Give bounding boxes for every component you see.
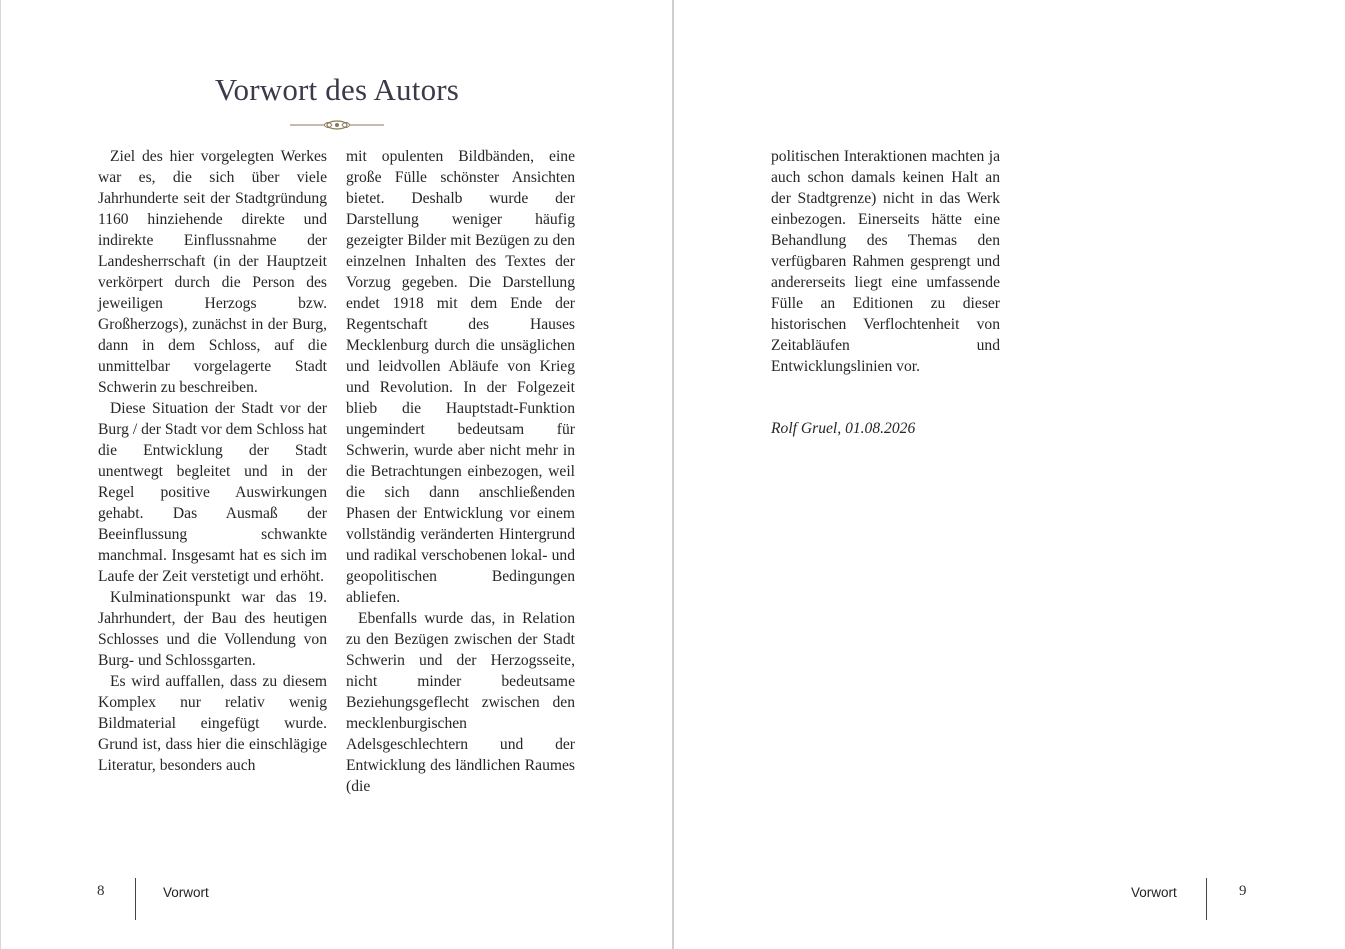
chapter-title: Vorwort des Autors — [214, 72, 460, 107]
paragraph: politischen Interaktionen machten ja auch schon damals keinen Halt an der Stadtgrenze) nicht in das Werk einbezogen. Einerseits hätte eine Behandlung des Themas den verfügbaren Rahmen gesprengt und andererseits liegt eine umfassende Fülle an Editionen zu dieser historischen Verflochtenheit von Zeitabläufen und Entwicklungslinien vor. — [771, 148, 1000, 375]
text-column-2 — [346, 146, 575, 797]
paragraph: Diese Situation der Stadt vor der Burg / der Stadt vor dem Schloss hat die Entwicklung der Stadt unentwegt begleitet und in der Regel positive Auswirkungen gehabt. Das Ausmaß der Beeinflussung schwankte manchmal. Insgesamt hat es sich im Laufe der Zeit verstetigt und erhöht. — [98, 400, 327, 585]
author-signature: Rolf Gruel, 01.08.2026 — [771, 420, 916, 437]
paragraph: Ebenfalls wurde das, in Relation zu den Bezügen zwischen der Stadt Schwerin und der Herzogsseite, nicht minder bedeutsame Beziehungsgeflecht zwischen den mecklenburgischen Adelsgeschlechtern und der Entwicklung des ländlichen Raumes (die — [346, 610, 575, 795]
paragraph: Ziel des hier vorgelegten Werkes war es, die sich über viele Jahrhunderte seit der Stadtgründung 1160 hinziehende direkte und indirekte Einflussnahme der Landesherrschaft (in der Hauptzeit verkörpert durch die Person des jeweiligen Herzogs bzw. Großherzogs), zunächst in der Burg, dann in dem Schloss, auf die unmittelbar vorgelagerte Stadt Schwerin zu beschreiben. — [98, 148, 327, 396]
paragraph: Es wird auffallen, dass zu diesem Komplex nur relativ wenig Bildmaterial eingefügt wurde. Grund ist, dass hier die einschlägige Literatur, besonders auch — [98, 673, 327, 774]
footer-divider-left — [135, 878, 136, 920]
running-head-right: Vorwort — [1131, 885, 1177, 900]
running-head-left: Vorwort — [163, 885, 209, 900]
text-column-3 — [771, 146, 1000, 377]
paragraph: mit opulenten Bildbänden, eine große Fülle schönster Ansichten bietet. Deshalb wurde der Darstellung weniger häufig gezeigter Bilder mit Bezügen zu den einzelnen Inhalten des Textes der Vorzug gegeben. Die Darstellung endet 1918 mit dem Ende der Regentschaft des Hauses Mecklenburg durch die unsäglichen und leidvollen Abläufe von Krieg und Revolution. In der Folgezeit blieb die Hauptstadt-Funktion ungemindert bedeutsam für Schwerin, wurde aber nicht mehr in die Betrachtungen einbezogen, weil die sich dann anschließenden Phasen der Entwicklung vor einem vollständig veränderten Hintergrund und radikal verschobenen lokal- und geopolitischen Bedingungen abliefen. — [346, 148, 575, 606]
decorative-divider-icon — [290, 118, 384, 132]
footer-divider-right — [1206, 878, 1207, 920]
text-column-1 — [98, 146, 327, 776]
right-page — [674, 0, 1345, 949]
paragraph: Kulminationspunkt war das 19. Jahrhundert, der Bau des heutigen Schlosses und die Vollendung von Burg- und Schlossgarten. — [98, 589, 327, 669]
page-number-right: 9 — [1239, 883, 1247, 899]
page-number-left: 8 — [97, 883, 105, 899]
